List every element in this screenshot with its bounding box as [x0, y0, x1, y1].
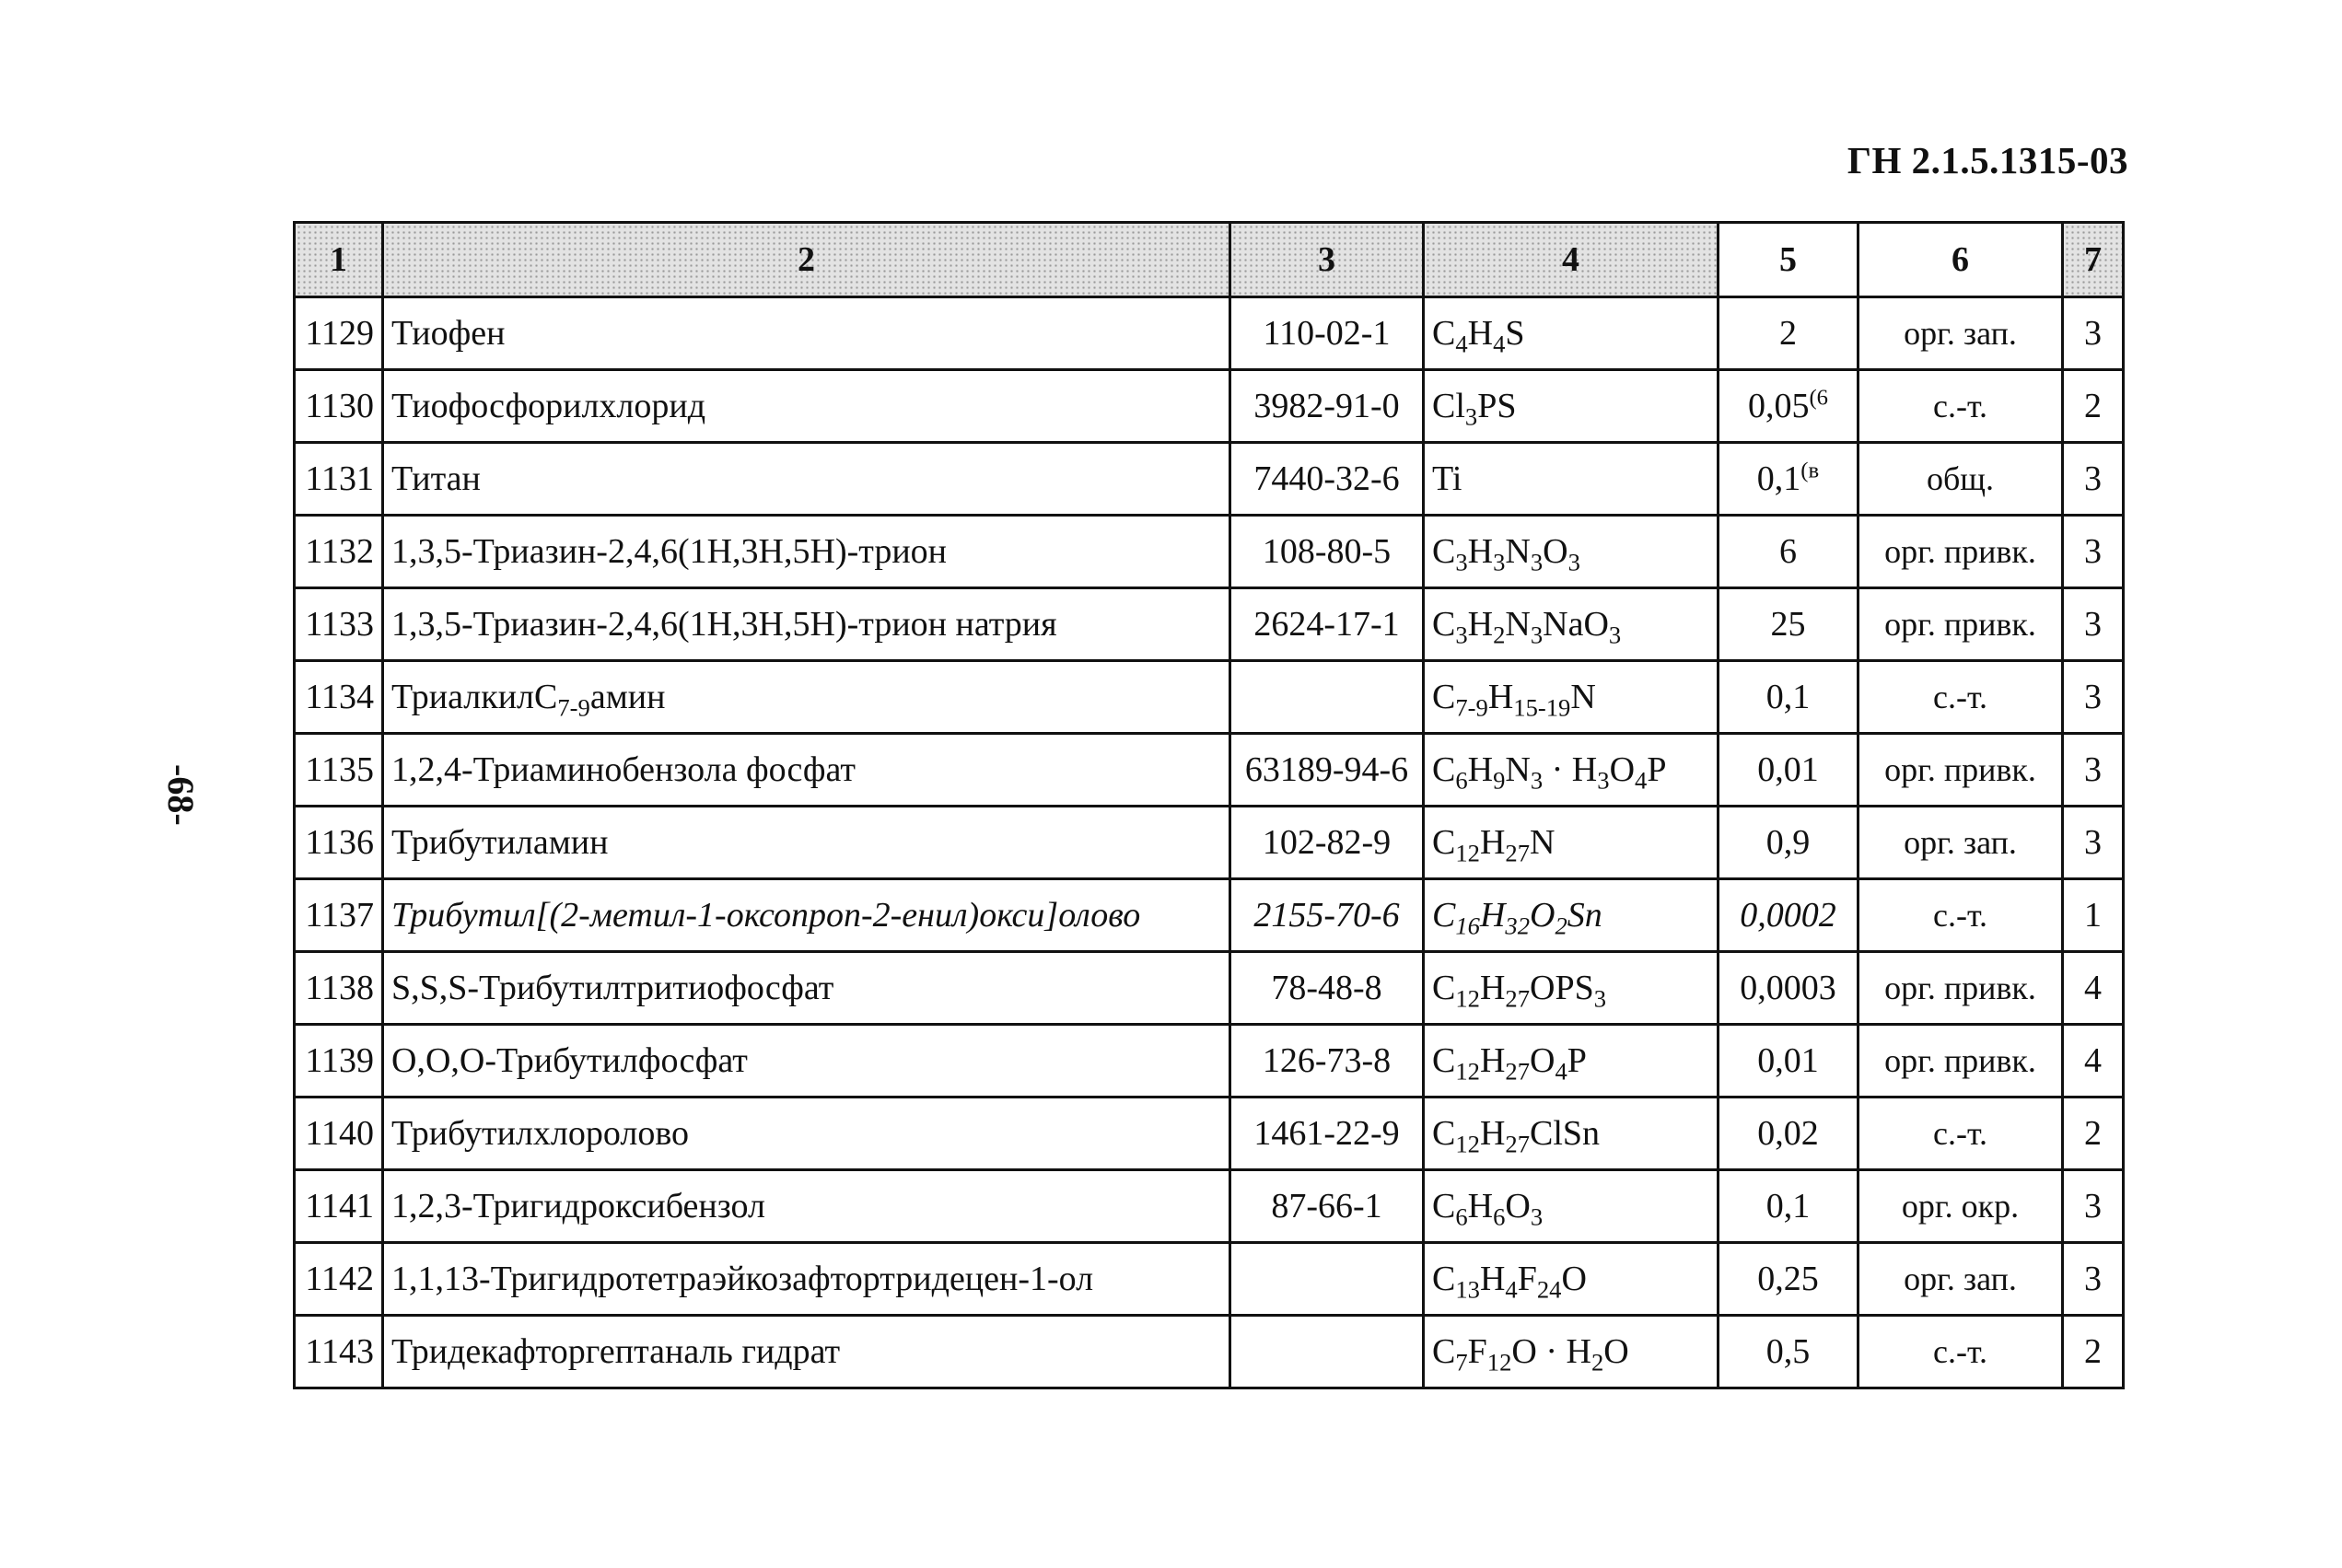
- hazard-class: 3: [2063, 661, 2124, 734]
- chemical-formula: $C_6H_6O_3$: [1424, 1170, 1719, 1243]
- row-number: 1132: [295, 516, 383, 588]
- cas-number: [1230, 661, 1424, 734]
- chemical-formula: $C_6H_9N_3 \cdot H_3O_4P$: [1424, 734, 1719, 807]
- row-number: 1131: [295, 443, 383, 516]
- limit-value: 0,1: [1719, 1170, 1858, 1243]
- cas-number: 78-48-8: [1230, 952, 1424, 1025]
- hazard-class: 4: [2063, 952, 2124, 1025]
- hazard-sign: орг. зап.: [1858, 1243, 2063, 1316]
- substance-name: S,S,S-Трибутилтритиофосфат: [383, 952, 1230, 1025]
- hazard-class: 3: [2063, 807, 2124, 879]
- cas-number: 110-02-1: [1230, 297, 1424, 370]
- hazard-class: 2: [2063, 1316, 2124, 1388]
- header-row: [295, 223, 2124, 297]
- table-row: [295, 1243, 2124, 1316]
- row-number: 1133: [295, 588, 383, 661]
- chemical-formula: $C_{12}H_{27}N$: [1424, 807, 1719, 879]
- substance-name: 1,3,5-Триазин-2,4,6(1Н,3Н,5Н)-трион: [383, 516, 1230, 588]
- limit-value: 0,5: [1719, 1316, 1858, 1388]
- page-number: -68-: [160, 764, 202, 826]
- row-number: 1135: [295, 734, 383, 807]
- cas-number: 3982-91-0: [1230, 370, 1424, 443]
- table-row: [295, 1098, 2124, 1170]
- hazard-sign: с.-т.: [1858, 661, 2063, 734]
- hazard-sign: общ.: [1858, 443, 2063, 516]
- chemical-formula: Ti: [1424, 443, 1719, 516]
- row-number: 1136: [295, 807, 383, 879]
- table-row: [295, 1316, 2124, 1388]
- cas-number: 2155-70-6: [1230, 879, 1424, 952]
- cas-number: 108-80-5: [1230, 516, 1424, 588]
- hazard-class: 3: [2063, 1243, 2124, 1316]
- header-col-7: 7: [2063, 223, 2124, 297]
- limit-value: $0,1^{(в}$: [1719, 443, 1858, 516]
- hazard-sign: орг. окр.: [1858, 1170, 2063, 1243]
- chemical-formula: $C_3H_2N_3NaO_3$: [1424, 588, 1719, 661]
- substance-name: Тиофен: [383, 297, 1230, 370]
- chemical-formula: $C_4H_4S$: [1424, 297, 1719, 370]
- cas-number: 7440-32-6: [1230, 443, 1424, 516]
- table-row: [295, 297, 2124, 370]
- substance-name: 1,2,4-Триаминобензола фосфат: [383, 734, 1230, 807]
- header-col-1: 1: [295, 223, 383, 297]
- table-body: [295, 297, 2124, 1388]
- substance-name: О,О,О-Трибутилфосфат: [383, 1025, 1230, 1098]
- limit-value: 0,01: [1719, 734, 1858, 807]
- cas-number: 1461-22-9: [1230, 1098, 1424, 1170]
- table-row: [295, 1025, 2124, 1098]
- hazard-sign: с.-т.: [1858, 1098, 2063, 1170]
- chemical-formula: $C_{16}H_{32}O_2Sn$: [1424, 879, 1719, 952]
- limit-value: 0,02: [1719, 1098, 1858, 1170]
- row-number: 1137: [295, 879, 383, 952]
- table-row: [295, 879, 2124, 952]
- footnote-mark: (в: [1800, 458, 1820, 483]
- cas-number: 126-73-8: [1230, 1025, 1424, 1098]
- table-row: [295, 588, 2124, 661]
- header-col-6: 6: [1858, 223, 2063, 297]
- row-number: 1138: [295, 952, 383, 1025]
- hazard-class: 3: [2063, 588, 2124, 661]
- row-number: 1129: [295, 297, 383, 370]
- substance-table: [293, 221, 2125, 1389]
- hazard-class: 3: [2063, 443, 2124, 516]
- hazard-sign: орг. зап.: [1858, 297, 2063, 370]
- hazard-sign: орг. привк.: [1858, 734, 2063, 807]
- row-number: 1134: [295, 661, 383, 734]
- limit-value: 0,0002: [1719, 879, 1858, 952]
- hazard-class: 3: [2063, 516, 2124, 588]
- limit-value: 2: [1719, 297, 1858, 370]
- substance-name: Трибутиламин: [383, 807, 1230, 879]
- hazard-sign: с.-т.: [1858, 370, 2063, 443]
- substance-name: Трибутилхлоролово: [383, 1098, 1230, 1170]
- substance-name: ТриалкилС$_{7-9}$амин: [383, 661, 1230, 734]
- table-row: [295, 661, 2124, 734]
- limit-value: 0,01: [1719, 1025, 1858, 1098]
- table-row: [295, 952, 2124, 1025]
- hazard-sign: орг. привк.: [1858, 588, 2063, 661]
- hazard-sign: орг. зап.: [1858, 807, 2063, 879]
- limit-value: 0,25: [1719, 1243, 1858, 1316]
- header-col-3: 3: [1230, 223, 1424, 297]
- chemical-formula: $C_{12}H_{27}OPS_3$: [1424, 952, 1719, 1025]
- hazard-sign: орг. привк.: [1858, 516, 2063, 588]
- row-number: 1141: [295, 1170, 383, 1243]
- limit-value: 25: [1719, 588, 1858, 661]
- hazard-sign: с.-т.: [1858, 879, 2063, 952]
- row-number: 1142: [295, 1243, 383, 1316]
- limit-value: 6: [1719, 516, 1858, 588]
- hazard-class: 1: [2063, 879, 2124, 952]
- table-row: [295, 370, 2124, 443]
- table-row: [295, 443, 2124, 516]
- chemical-formula: $C_{13}H_4F_{24}O$: [1424, 1243, 1719, 1316]
- hazard-class: 4: [2063, 1025, 2124, 1098]
- substance-name: Титан: [383, 443, 1230, 516]
- table-row: [295, 734, 2124, 807]
- hazard-class: 3: [2063, 1170, 2124, 1243]
- hazard-sign: орг. привк.: [1858, 952, 2063, 1025]
- chemical-formula: $C_7F_{12}O \cdot H_2O$: [1424, 1316, 1719, 1388]
- table-row: [295, 807, 2124, 879]
- header-col-4: 4: [1424, 223, 1719, 297]
- hazard-sign: орг. привк.: [1858, 1025, 2063, 1098]
- substance-name: Тридекафторгептаналь гидрат: [383, 1316, 1230, 1388]
- limit-value: 0,0003: [1719, 952, 1858, 1025]
- substance-name: 1,3,5-Триазин-2,4,6(1Н,3Н,5Н)-трион натрия: [383, 588, 1230, 661]
- limit-value: 0,9: [1719, 807, 1858, 879]
- hazard-class: 3: [2063, 734, 2124, 807]
- row-number: 1140: [295, 1098, 383, 1170]
- footnote-mark: (6: [1809, 385, 1829, 411]
- cas-number: 102-82-9: [1230, 807, 1424, 879]
- table-row: [295, 516, 2124, 588]
- row-number: 1130: [295, 370, 383, 443]
- hazard-class: 2: [2063, 1098, 2124, 1170]
- substance-name: 1,2,3-Тригидроксибензол: [383, 1170, 1230, 1243]
- hazard-class: 2: [2063, 370, 2124, 443]
- substance-name: Трибутил[(2-метил-1-оксопроп-2-енил)окси]олово: [383, 879, 1230, 952]
- limit-value: 0,1: [1719, 661, 1858, 734]
- row-number: 1139: [295, 1025, 383, 1098]
- hazard-class: 3: [2063, 297, 2124, 370]
- cas-number: 87-66-1: [1230, 1170, 1424, 1243]
- cas-number: 2624-17-1: [1230, 588, 1424, 661]
- cas-number: [1230, 1243, 1424, 1316]
- substance-name: Тиофосфорилхлорид: [383, 370, 1230, 443]
- row-number: 1143: [295, 1316, 383, 1388]
- chemical-formula: $C_{12}H_{27}ClSn$: [1424, 1098, 1719, 1170]
- chemical-formula: $Cl_3PS$: [1424, 370, 1719, 443]
- table-row: [295, 1170, 2124, 1243]
- chemical-formula: $C_{7-9}H_{15-19}N$: [1424, 661, 1719, 734]
- chemical-formula: $C_{12}H_{27}O_4P$: [1424, 1025, 1719, 1098]
- cas-number: [1230, 1316, 1424, 1388]
- chemical-formula: $C_3H_3N_3O_3$: [1424, 516, 1719, 588]
- header-col-5: 5: [1719, 223, 1858, 297]
- cas-number: 63189-94-6: [1230, 734, 1424, 807]
- header-col-2: 2: [383, 223, 1230, 297]
- substance-name: 1,1,13-Тригидротетраэйкозафтортридецен-1-ол: [383, 1243, 1230, 1316]
- hazard-sign: с.-т.: [1858, 1316, 2063, 1388]
- document-code: ГН 2.1.5.1315-03: [1847, 139, 2128, 181]
- limit-value: 0,05$^{(6}$: [1719, 370, 1858, 443]
